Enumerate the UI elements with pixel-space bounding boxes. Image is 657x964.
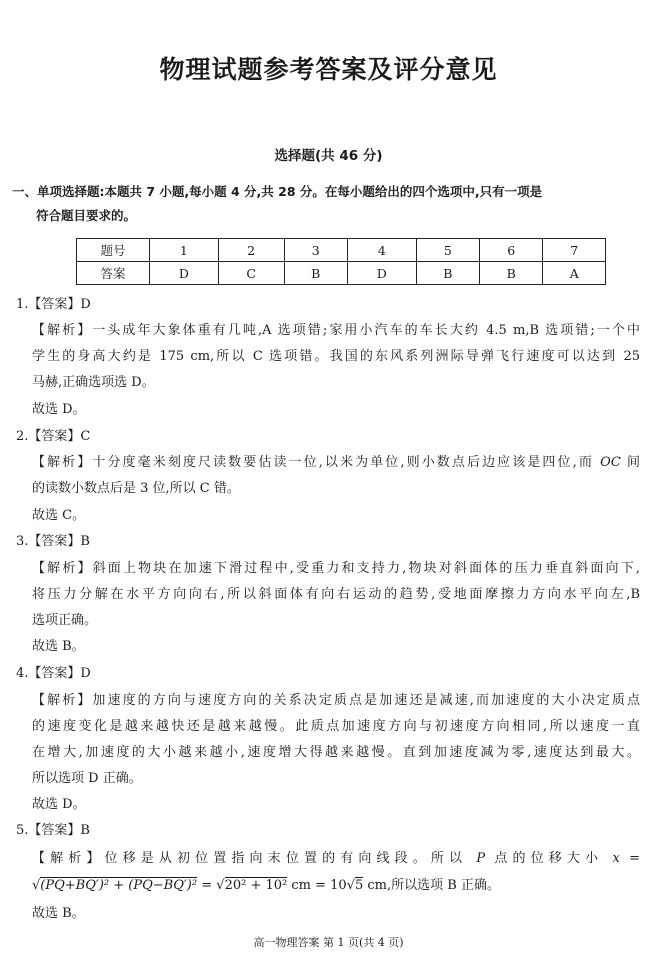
q2-answer: 2.【答案】C [16,429,91,444]
q1-explanation-line-1: 【解析】一头成年大象体重有几吨,A 选项错;家用小汽车的车长大约 4.5 m,B 选项错;一个中 [32,323,640,338]
q5-equals: = [629,851,640,866]
table-cell: 7 [543,239,606,262]
q5-formula [32,873,500,899]
q5-formula-radicand-2: 20² + 10² [224,878,288,893]
sqrt-icon: √ [346,878,355,893]
table-cell: A [543,262,606,285]
q4-explanation-line-4: 所以选项 D 正确。 [32,771,142,786]
q2-explanation-text-tail: 间 [620,455,640,470]
q5-formula-radicand: (PQ+BQ′)² + (PQ−BQ′)² [40,878,198,893]
q4-explanation-line-3: 在增大,加速度的大小越来越小,速度增大得越来越慢。直到加速度减为零,速度达到最大。 [32,745,640,760]
q1-answer: 1.【答案】D [16,297,91,312]
table-cell: 1 [150,239,219,262]
table-cell: 4 [347,239,416,262]
q4-answer: 4.【答案】D [16,666,91,681]
q3-explanation-line-3: 选项正确。 [32,613,98,628]
q5-formula-root5: 5 [354,878,364,893]
table-cell: D [347,262,416,285]
q4-explanation-line-2: 的速度变化是越来越快还是越来越慢。此质点加速度方向与初速度方向相同,所以速度一直 [32,719,640,734]
q5-formula-tail: cm,所以选项 B 正确。 [363,878,500,893]
q1-conclusion: 故选 D。 [32,402,86,417]
table-cell: C [218,262,284,285]
q5-explanation-line-1 [32,846,640,872]
q5-explanation-text-2: 点的位移大小 [494,851,604,866]
answer-table-number-row [77,239,606,262]
q3-answer: 3.【答案】B [16,534,90,549]
q5-answer: 5.【答案】B [16,823,90,838]
q3-explanation-line-1: 【解析】斜面上物块在加速下滑过程中,受重力和支持力,物块对斜面体的压力垂直斜面向下, [32,561,640,576]
q5-explanation-text: 【解析】位移是从初位置指向末位置的有向线段。所以 [32,851,468,866]
q2-conclusion: 故选 C。 [32,508,86,523]
table-cell: 2 [218,239,284,262]
q2-math-oc: OC [600,455,621,470]
table-row-label: 答案 [77,262,150,285]
q2-explanation-line-1 [32,450,640,476]
q2-explanation-line-2: 的读数小数点后是 3 位,所以 C 错。 [32,481,240,496]
instructions-line-1: 一、单项选择题:本题共 7 小题,每小题 4 分,共 28 分。在每小题给出的四个选项中,只有一项是 [12,184,543,199]
q5-formula-cm: cm = 10 [287,878,347,893]
q5-formula-equals: = [197,878,217,893]
table-cell: D [150,262,219,285]
q3-conclusion: 故选 B。 [32,639,85,654]
table-row-label: 题号 [77,239,150,262]
q2-explanation-text: 【解析】十分度毫米刻度尺读数要估读一位,以米为单位,则小数点后边应该是四位,而 [32,455,594,470]
q3-explanation-line-2: 将压力分解在水平方向向右,所以斜面体有向右运动的趋势,受地面摩擦力方向水平向左,B [32,587,640,602]
table-cell: 6 [480,239,543,262]
answer-table [76,238,606,285]
q4-conclusion: 故选 D。 [32,797,86,812]
q5-math-p: P [476,851,486,866]
table-cell: B [416,262,479,285]
sqrt-icon: √ [32,878,41,893]
answer-table-answer-row [77,262,606,285]
table-cell: B [284,262,347,285]
q1-explanation-line-2: 学生的身高大约是 175 cm,所以 C 选项错。我国的东风系列洲际导弹飞行速度可以达到 25 [32,349,640,364]
page-title: 物理试题参考答案及评分意见 [159,55,498,84]
page-footer: 高一物理答案 第 1 页(共 4 页) [253,936,404,949]
section-heading: 选择题(共 46 分) [274,148,383,164]
q4-explanation-line-1: 【解析】加速度的方向与速度方向的关系决定质点是加速还是减速,而加速度的大小决定质点 [32,693,640,708]
table-cell: 3 [284,239,347,262]
sqrt-icon: √ [216,878,225,893]
table-cell: 5 [416,239,479,262]
instructions-line-2: 符合题目要求的。 [36,208,137,223]
q5-conclusion: 故选 B。 [32,906,85,921]
q1-explanation-line-3: 马赫,正确选项选 D。 [32,375,155,390]
table-cell: B [480,262,543,285]
q5-math-x: x [612,851,620,866]
